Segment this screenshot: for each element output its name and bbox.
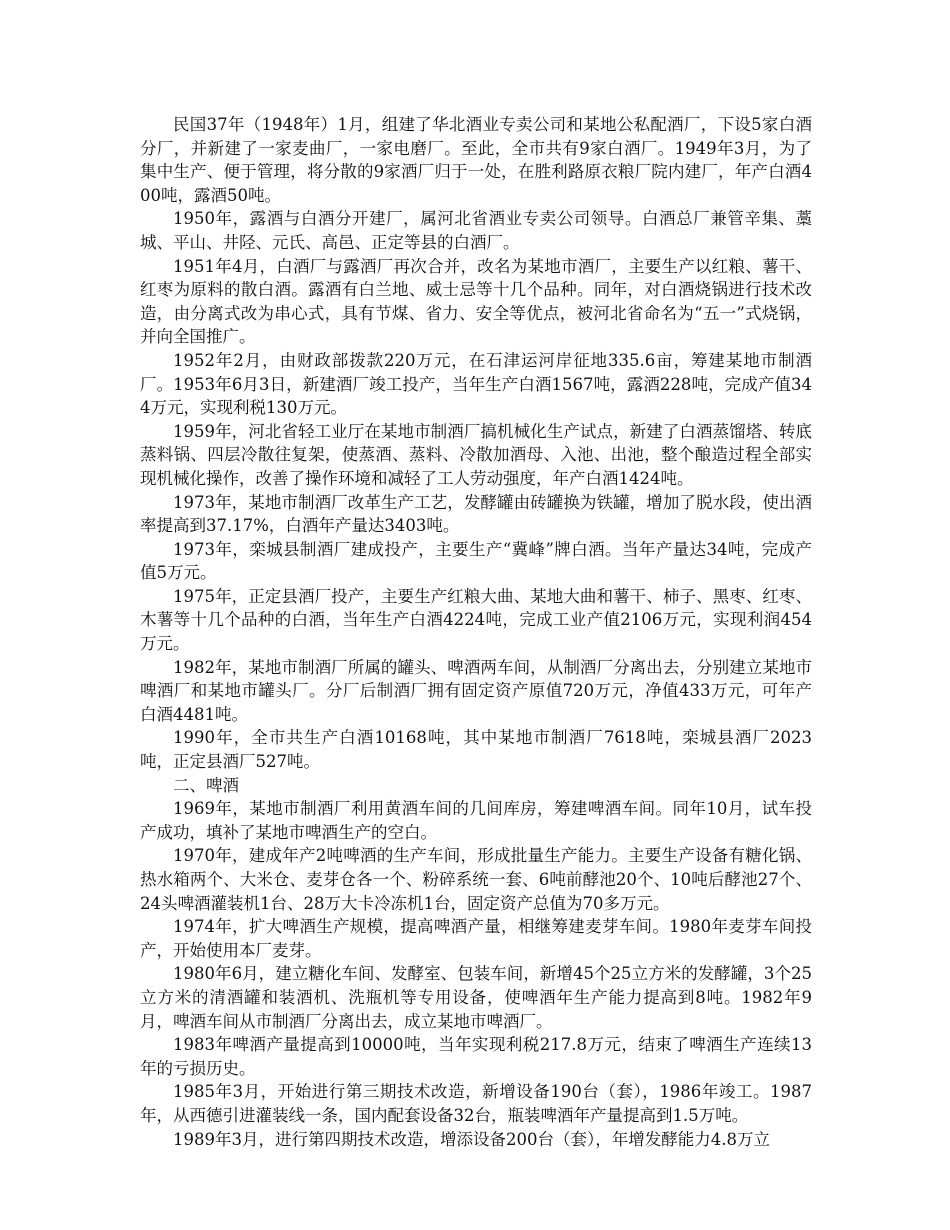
paragraph-1950: 1950年，露酒与白酒分开建厂，属河北省酒业专卖公司领导。白酒总厂兼管辛集、藁城、平山、井陉、元氏、高邑、正定等县的白酒厂。: [140, 209, 812, 252]
section-heading-beer: 二、啤酒: [173, 775, 239, 795]
paragraph-1975: 1975年，正定县酒厂投产，主要生产红粮大曲、某地大曲和薯干、柿子、黑枣、红枣、木薯等十几个品种的白酒，当年生产白酒4224吨，完成工业产值2106万元，实现利润454万元。: [140, 586, 812, 654]
paragraph-1959: 1959年，河北省轻工业厅在某地市制酒厂搞机械化生产试点，新建了白酒蒸馏塔、转底蒸料锅、四层冷散往复架，使蒸酒、蒸料、冷散加酒母、入池、出池，整个酿造过程全部实现机械化操作，改善了操作环境和减轻了工人劳动强度，年产白酒1424吨。: [140, 421, 812, 488]
paragraph-1951: 1951年4月，白酒厂与露酒厂再次合并，改名为某地市酒厂，主要生产以红粮、薯干、红枣为原料的散白酒。露酒有白兰地、威士忌等十几个品种。同年，对白酒烧锅进行技术改造，由分离式改为串心式，具有节煤、省力、安全等优点，被河北省命名为“五一”式烧锅，并向全国推广。: [140, 256, 812, 347]
paragraph-1952: 1952年2月，由财政部拨款220万元，在石津运河岸征地335.6亩，筹建某地市制酒厂。1953年6月3日，新建酒厂竣工投产，当年生产白酒1567吨，露酒228吨，完成产值344万元，实现利税130万元。: [140, 350, 812, 418]
paragraph-beer-1983: 1983年啤酒产量提高到10000吨，当年实现利税217.8万元，结束了啤酒生产连续13年的亏损历史。: [140, 1035, 812, 1078]
paragraph-beer-1980: 1980年6月，建立糖化车间、发酵室、包装车间，新增45个25立方米的发酵罐，3个25立方米的清酒罐和装酒机、洗瓶机等专用设备，使啤酒年生产能力提高到8吨。1982年9月，啤酒车间从市制酒厂分离出去，成立某地市啤酒厂。: [140, 964, 812, 1031]
paragraph-1973-luancheng: 1973年，栾城县制酒厂建成投产，主要生产“冀峰”牌白酒。当年产量达34吨，完成产值5万元。: [140, 539, 812, 583]
paragraph-1990: 1990年，全市共生产白酒10168吨，其中某地市制酒厂7618吨，栾城县酒厂2023吨，正定县酒厂527吨。: [140, 728, 812, 772]
document-body: [140, 113, 812, 1151]
paragraph-beer-1969: 1969年，某地市制酒厂利用黄酒车间的几间库房，筹建啤酒车间。同年10月，试车投产成功，填补了某地市啤酒生产的空白。: [140, 799, 812, 842]
paragraph-beer-1985: 1985年3月，开始进行第三期技术改造，新增设备190台（套），1986年竣工。1987年，从西德引进灌装线一条，国内配套设备32台，瓶装啤酒年产量提高到1.5万吨。: [140, 1082, 812, 1125]
paragraph-1973-process: 1973年，某地市制酒厂改革生产工艺，发酵罐由砖罐换为铁罐，增加了脱水段，使出酒率提高到37.17%，白酒年产量达3403吨。: [140, 492, 812, 536]
paragraph-beer-1974: 1974年，扩大啤酒生产规模，提高啤酒产量，相继筹建麦芽车间。1980年麦芽车间投产，开始使用本厂麦芽。: [140, 917, 812, 960]
paragraph-1948: 民国37年（1948年）1月，组建了华北酒业专卖公司和某地公私配酒厂，下设5家白酒分厂，并新建了一家麦曲厂，一家电磨厂。至此，全市共有9家白酒厂。1949年3月，为了集中生产、便于管理，将分散的9家酒厂归于一处，在胜利路原衣粮厂院内建厂，年产白酒400吨，露酒50吨。: [140, 115, 812, 205]
paragraph-beer-1989: 1989年3月，进行第四期技术改造，增添设备200台（套），年增发酵能力4.8万立: [173, 1129, 770, 1149]
paragraph-beer-1970: 1970年，建成年产2吨啤酒的生产车间，形成批量生产能力。主要生产设备有糖化锅、热水箱两个、大米仓、麦芽仓各一个、粉碎系统一套、6吨前酵池20个、10吨后酵池27个、24头啤酒灌装机1台、28万大卡冷冻机1台，固定资产总值为70多万元。: [140, 846, 812, 913]
paragraph-1982: 1982年，某地市制酒厂所属的罐头、啤酒两车间，从制酒厂分离出去，分别建立某地市啤酒厂和某地市罐头厂。分厂后制酒厂拥有固定资产原值720万元，净值433万元，可年产白酒4481吨。: [140, 657, 812, 724]
